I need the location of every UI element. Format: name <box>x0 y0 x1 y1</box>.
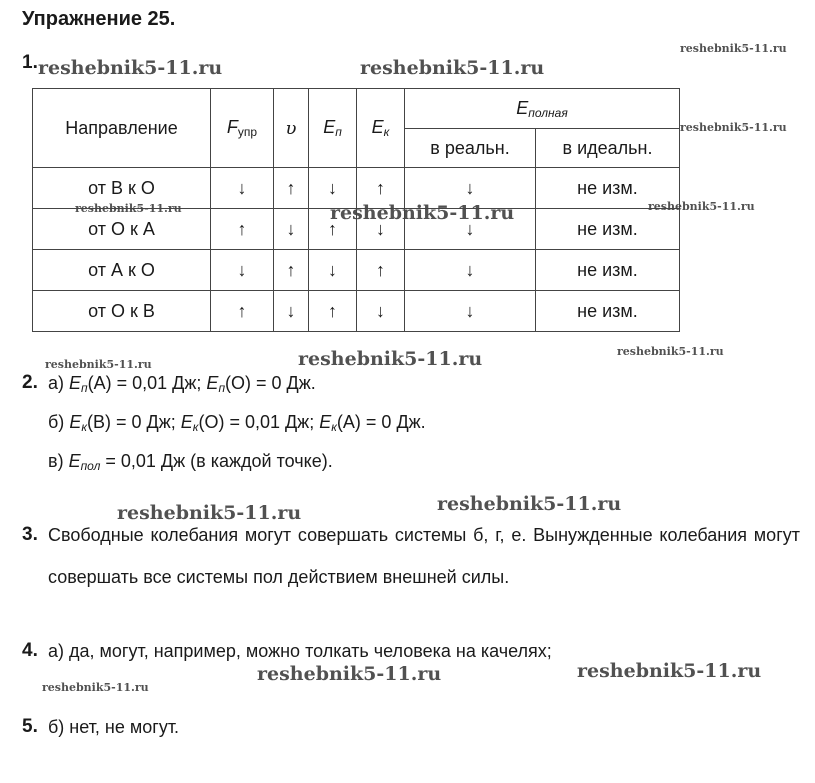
task-2c: в) $E_{пол} = 0,01$ Дж (в каждой точке). <box>48 451 333 473</box>
header-total-energy: $E_{полная}$ <box>405 89 680 129</box>
watermark: reshebnik5-11.ru <box>648 200 755 213</box>
table-row: от О к А ↑ ↓ ↑ ↓ ↓ не изм. <box>33 209 680 250</box>
header-velocity: υ <box>274 89 309 168</box>
watermark: reshebnik5-11.ru <box>577 660 762 682</box>
task-4-number: 4. <box>22 640 38 661</box>
watermark: reshebnik5-11.ru <box>437 493 622 515</box>
watermark: reshebnik5-11.ru <box>330 202 515 224</box>
watermark: reshebnik5-11.ru <box>257 663 442 685</box>
watermark: reshebnik5-11.ru <box>45 358 152 371</box>
watermark: reshebnik5-11.ru <box>38 57 223 79</box>
watermark: reshebnik5-11.ru <box>680 121 787 134</box>
task-5-number: 5. <box>22 716 38 737</box>
exercise-title: Упражнение 25. <box>22 8 176 30</box>
table-row: от А к О ↓ ↑ ↓ ↑ ↓ не изм. <box>33 250 680 291</box>
watermark: reshebnik5-11.ru <box>298 348 483 370</box>
table-row: от О к В ↑ ↓ ↑ ↓ ↓ не изм. <box>33 291 680 332</box>
watermark: reshebnik5-11.ru <box>360 57 545 79</box>
task-1-number: 1. <box>22 52 38 73</box>
watermark: reshebnik5-11.ru <box>42 681 149 694</box>
task-2b: б) $E_к(В) = 0$ Дж; $E_к(О) = 0,01$ Дж; $E_к(А) = 0$ Дж. <box>48 412 426 434</box>
task-2a: а) $E_п(А) = 0,01$ Дж; $E_п(О) = 0$ Дж. <box>48 373 316 395</box>
task-3-number: 3. <box>22 524 38 545</box>
watermark: reshebnik5-11.ru <box>617 345 724 358</box>
task-5-text: б) нет, не могут. <box>48 717 180 737</box>
header-force: $F_{упр}$ <box>211 89 274 168</box>
header-potential-energy: $E_п$ <box>309 89 357 168</box>
task-2-number: 2. <box>22 372 38 393</box>
header-ideal: в идеальн. <box>536 129 680 168</box>
header-real: в реальн. <box>405 129 536 168</box>
energy-table <box>32 88 680 332</box>
watermark: reshebnik5-11.ru <box>75 202 182 215</box>
task-4-text: а) да, могут, например, можно толкать человека на качелях; <box>48 641 552 661</box>
header-direction: Направление <box>33 89 211 168</box>
watermark: reshebnik5-11.ru <box>117 502 302 524</box>
table-row: от В к О ↓ ↑ ↓ ↑ ↓ не изм. <box>33 168 680 209</box>
header-kinetic-energy: $E_к$ <box>357 89 405 168</box>
watermark: reshebnik5-11.ru <box>680 42 787 55</box>
task-3-text: Свободные колебания могут совершать системы б, г, е. Вынужденные колебания могут совершать все системы пол действием внешней силы. <box>48 525 800 587</box>
